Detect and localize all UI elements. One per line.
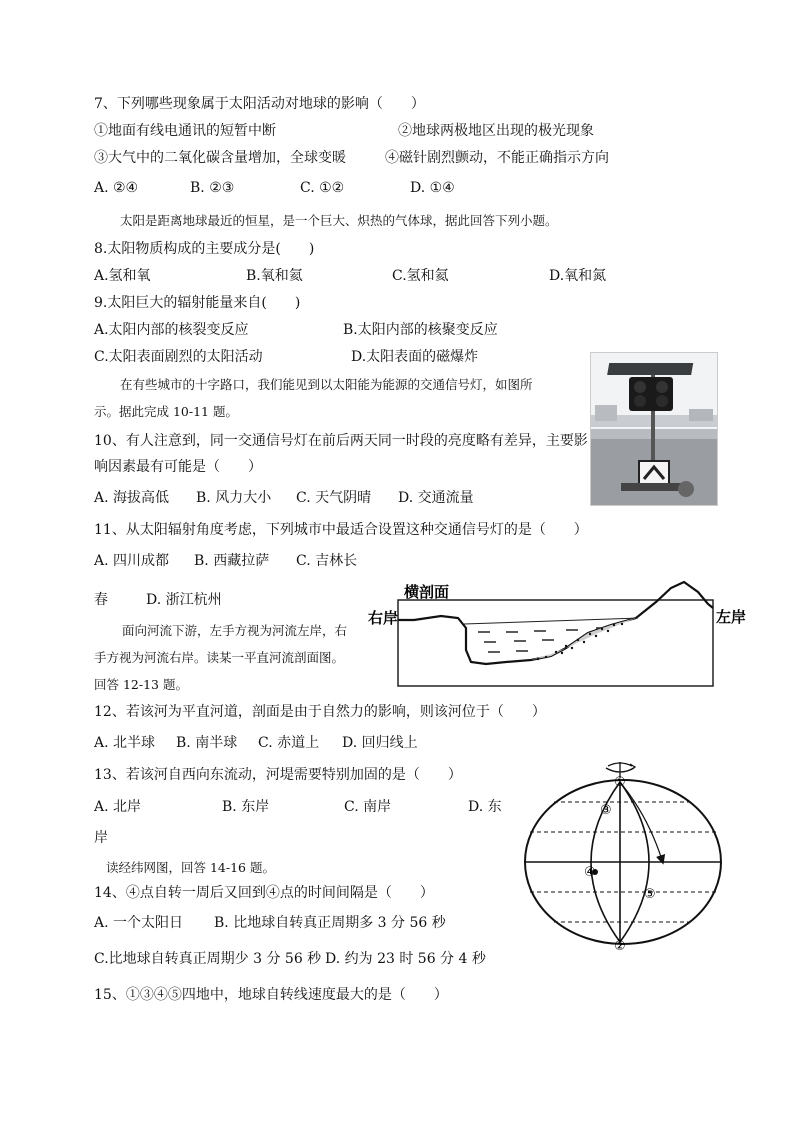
q10-stem-line-1: 10、有人注意到，同一交通信号灯在前后两天同一时段的亮度略有差异，主要影 <box>94 433 588 449</box>
q10-choice-d: D. 交通流量 <box>398 490 474 506</box>
q13-stem: 13、若该河自西向东流动，河堤需要特别加固的是（ ） <box>94 767 462 783</box>
river-figure-title: 横剖面 <box>404 583 450 601</box>
q10-stem-line-2: 响因素最有可能是（ ） <box>94 459 262 475</box>
globe-point-1: ① <box>614 775 626 790</box>
q7-choice-d: D. ①④ <box>410 180 455 196</box>
q12-stem: 12、若该河为平直河道，剖面是由于自然力的影响，则该河位于（ ） <box>94 704 546 720</box>
left-bank-label: 左岸 <box>716 608 747 626</box>
q13-choice-a: A. 北岸 <box>94 799 142 815</box>
q11-choice-a: A. 四川成都 <box>94 553 170 569</box>
q9-choice-a: A.太阳内部的核裂变反应 <box>94 322 249 338</box>
sun-intro: 太阳是距离地球最近的恒星，是一个巨大、炽热的气体球，据此回答下列小题。 <box>120 213 558 228</box>
q8-choice-d: D.氧和氮 <box>549 268 607 284</box>
globe-point-5: ⑤ <box>644 887 656 902</box>
q9-choice-b: B.太阳内部的核聚变反应 <box>343 322 498 338</box>
q15-stem: 15、①③④⑤四地中，地球自转线速度最大的是（ ） <box>94 987 448 1003</box>
right-bank-label: 右岸 <box>368 609 399 627</box>
traffic-intro-line-2: 示。据此完成 10-11 题。 <box>94 404 238 419</box>
q12-choice-c: C. 赤道上 <box>258 735 320 751</box>
globe-point-2: ② <box>614 939 626 954</box>
q7-option-1: ①地面有线电通讯的短暂中断 <box>94 123 276 139</box>
q11-choice-b: B. 西藏拉萨 <box>194 553 270 569</box>
traffic-light-photo <box>590 352 718 506</box>
q14-choice-a: A. 一个太阳日 <box>94 915 184 931</box>
q11-stem: 11、从太阳辐射角度考虑，下列城市中最适合设置这种交通信号灯的是（ ） <box>94 522 588 538</box>
q11-choice-c-wrap: 春 <box>94 592 108 608</box>
q8-choice-b: B.氧和氦 <box>246 268 303 284</box>
q7-choice-b: B. ②③ <box>190 180 235 196</box>
q7-stem: 7、下列哪些现象属于太阳活动对地球的影响（ ） <box>94 96 425 112</box>
q13-choice-d-wrap: 岸 <box>94 830 108 846</box>
river-intro-line-2: 手方视为河流右岸。读某一平直河流剖面图。 <box>94 650 345 665</box>
q10-choice-b: B. 风力大小 <box>196 490 272 506</box>
q12-choice-a: A. 北半球 <box>94 735 156 751</box>
q14-stem: 14、④点自转一周后又回到④点的时间间隔是（ ） <box>94 885 434 901</box>
traffic-intro-line-1: 在有些城市的十字路口，我们能见到以太阳能为能源的交通信号灯，如图所 <box>120 377 533 392</box>
q7-option-3: ③大气中的二氧化碳含量增加，全球变暖 <box>94 150 346 166</box>
globe-point-3: ③ <box>600 803 612 818</box>
river-intro-line-1: 面向河流下游，左手方视为河流左岸，右 <box>122 623 348 638</box>
q11-choice-d: D. 浙江杭州 <box>146 592 222 608</box>
q13-choice-c: C. 南岸 <box>344 799 392 815</box>
river-intro-line-3: 回答 12-13 题。 <box>94 677 188 692</box>
q7-option-4: ④磁针剧烈颤动，不能正确指示方向 <box>385 150 609 166</box>
q11-choice-c: C. 吉林长 <box>296 553 358 569</box>
q13-choice-b: B. 东岸 <box>222 799 270 815</box>
river-cross-section-figure <box>366 578 776 690</box>
q10-choice-a: A. 海拔高低 <box>94 490 170 506</box>
globe-intro: 读经纬网图，回答 14-16 题。 <box>106 860 275 875</box>
q12-choice-b: B. 南半球 <box>176 735 238 751</box>
q10-choice-c: C. 天气阴晴 <box>296 490 372 506</box>
q12-choice-d: D. 回归线上 <box>342 735 418 751</box>
q7-choice-a: A. ②④ <box>94 180 139 196</box>
q9-stem: 9.太阳巨大的辐射能量来自( ) <box>94 295 301 311</box>
globe-point-4: ④ <box>584 865 596 880</box>
q9-choice-d: D.太阳表面的磁爆炸 <box>351 349 479 365</box>
q14-choice-c: C.比地球自转真正周期少 3 分 56 秒 <box>94 951 322 967</box>
q8-choice-a: A.氢和氧 <box>94 268 151 284</box>
q8-choice-c: C.氢和氦 <box>392 268 449 284</box>
q9-choice-c: C.太阳表面剧烈的太阳活动 <box>94 349 263 365</box>
q7-choice-c: C. ①② <box>300 180 345 196</box>
q14-choice-b: B. 比地球自转真正周期多 3 分 56 秒 <box>214 915 446 931</box>
graticule-globe-figure <box>520 760 726 958</box>
q13-choice-d: D. 东 <box>468 799 502 815</box>
q8-stem: 8.太阳物质构成的主要成分是( ) <box>94 241 315 257</box>
q7-option-2: ②地球两极地区出现的极光现象 <box>398 123 594 139</box>
q14-choice-d: D. 约为 23 时 56 分 4 秒 <box>325 951 486 967</box>
